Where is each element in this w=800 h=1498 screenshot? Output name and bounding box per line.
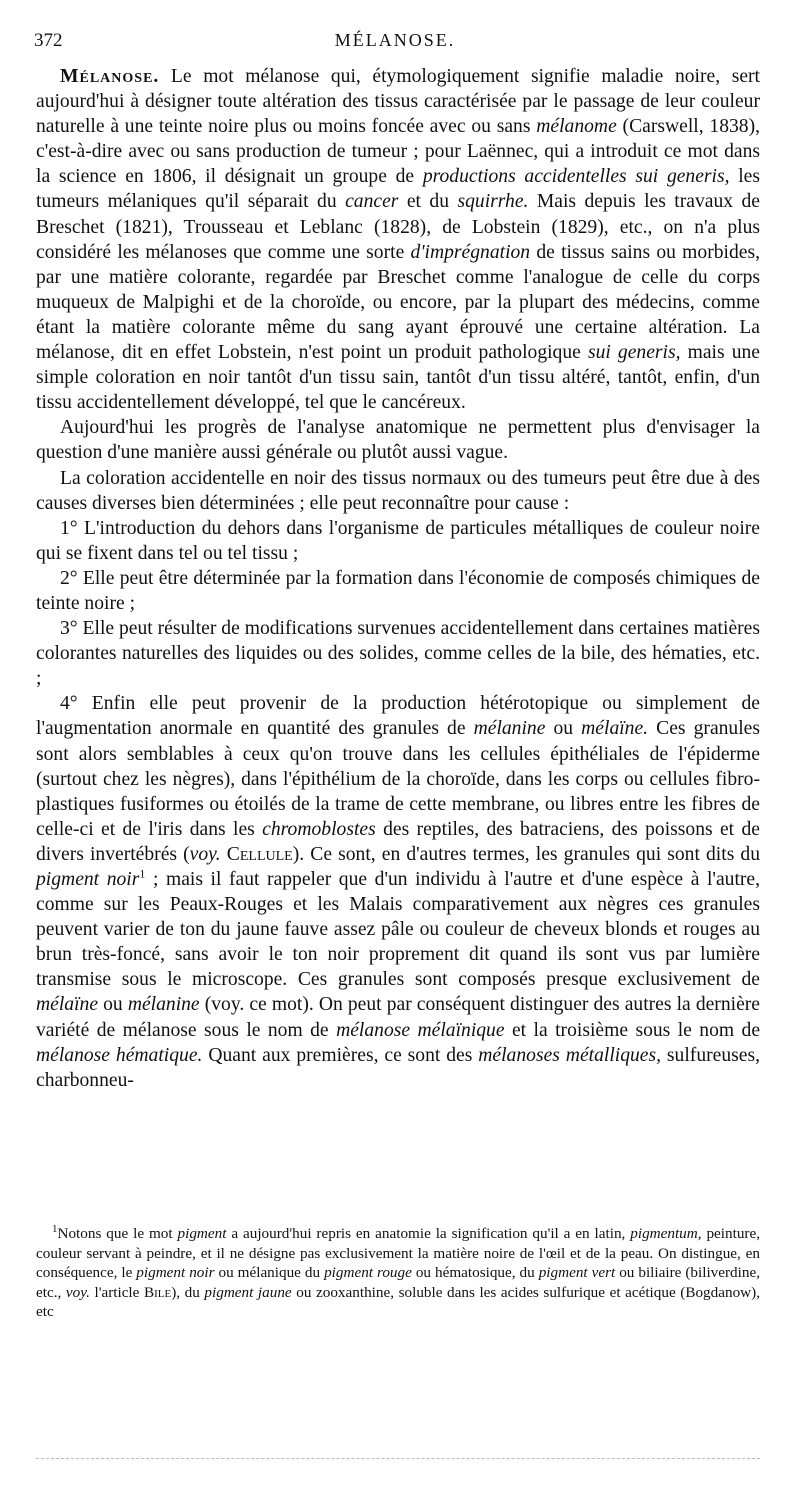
footnote [36,1224,760,1322]
footnote-reference[interactable]: 1 [139,866,146,881]
paragraph-causes: La coloration accidentelle en noir des tissus normaux ou des tumeurs peut être due à des causes diverses bien déterminées ; elle peut reconnaître pour cause : [36,467,760,514]
list-item-cause-3: 3° Elle peut résulter de modifications survenues accidentellement dans certaines matières colorantes naturelles des liquides ou des solides, comme celles de la bile, des hématies, etc. ; [36,618,760,690]
list-item-cause-1: 1° L'introduction du dehors dans l'organisme de particules métalliques de couleur noire qui se fixent dans tel ou tel tissu ; [36,517,760,564]
footnote-text: $^1$Notons que le mot pigment a aujourd'hui repris en anatomie la signification qu'il a en latin, pigmentum, peinture, couleur servant à peindre, et il ne désigne pas exclusivement la matière noire de l'œil et de la peau. On distingue, en conséquence, le pigment noir ou mélanique du pigment rouge ou hématosique, du pigment vert ou biliaire (biliverdine, etc., voy. l'article Bile), du pigment jaune ou zooxanthine, soluble dans les acides sulfurique et acétique (Bogdanow), etc [36,1222,761,1321]
footnote-mark: 1 [52,1222,58,1235]
bottom-rule [36,1458,760,1459]
list-item-cause-4: 4° Enfin elle peut provenir de la production hétérotopique ou simplement de l'augmentation anormale en quantité des granules de mélanine ou mélaïne. Ces granules sont alors semblables à ceux qu'on trouve dans les cellules épithéliales de l'épiderme (surtout chez les nègres), dans l'épithélium de la choroïde, dans les corps ou cellules fibro-plastiques fusiformes ou étoilés de la trame de cette membrane, ou libres entre les fibres de celle-ci et de l'iris dans les chromoblostes des reptiles, des batraciens, des poissons et de divers invertébrés (voy. Cellule). Ce sont, en d'autres termes, les granules qui sont dits du pigment noir$^1$ ; mais il faut rappeler que d'un individu à l'autre et d'une espèce à l'autre, comme sur les Peaux-Rouges et les Malais comparativement aux nègres ces granules peuvent varier de ton du jaune fauve assez pâle ou couleur de cheveux blonds et rouges au brun très-foncé, sans avoir le ton noir proprement dit quand ils sont vus par lumière transmise sous le microscope. Ces granules sont composés presque exclusivement de mélaïne ou mélanine (voy. ce mot). On peut par conséquent distinguer des autres la dernière variété de mélanose sous le nom de mélanose mélaïnique et la troisième sous le nom de mélanose hématique. Quant aux premières, ce sont des mélanoses métalliques, sulfureuses, charbonneu- [36,693,761,1091]
running-title: MÉLANOSE. [334,30,456,50]
paragraph-intro: Mélanose. Le mot mélanose qui, étymologiquement signifie maladie noire, sert aujourd'hui à désigner toute altération des tissus caractérisée par le passage de leur couleur naturelle à une teinte noire plus ou moins foncée avec ou sans mélanome (Carswell, 1838), c'est-à-dire avec ou sans production de tumeur ; pour Laënnec, qui a introduit ce mot dans la science en 1806, il désignait un groupe de productions accidentelles sui generis, les tumeurs mélaniques qu'il séparait du cancer et du squirrhe. Mais depuis les travaux de Breschet (1821), Trousseau et Leblanc (1828), de Lobstein (1829), etc., on n'a plus considéré les mélanoses que comme une sorte d'imprégnation de tissus sains ou morbides, par une matière colorante, regardée par Breschet comme l'analogue de celle du corps muqueux de Malpighi et de la choroïde, ou encore, par la plupart des médecins, comme étant la matière colorante même du sang ayant éprouvé une certaine altération. La mélanose, dit en effet Lobstein, n'est point un produit pathologique sui generis, mais une simple coloration en noir tantôt d'un tissu sain, tantôt d'un tissu altéré, tantôt, enfin, d'un tissu accidentellement développé, tel que le cancéreux. [36,66,761,414]
list-item-cause-2: 2° Elle peut être déterminée par la formation dans l'économie de composés chimiques de teinte noire ; [36,567,760,614]
page-header [30,30,760,54]
paragraph-progres: Aujourd'hui les progrès de l'analyse anatomique ne permettent plus d'envisager la question d'une manière aussi générale ou plutôt aussi vague. [36,417,760,464]
entry-headword: Mélanose. [60,66,160,87]
page-number: 372 [34,30,63,51]
body-text [36,64,760,1093]
